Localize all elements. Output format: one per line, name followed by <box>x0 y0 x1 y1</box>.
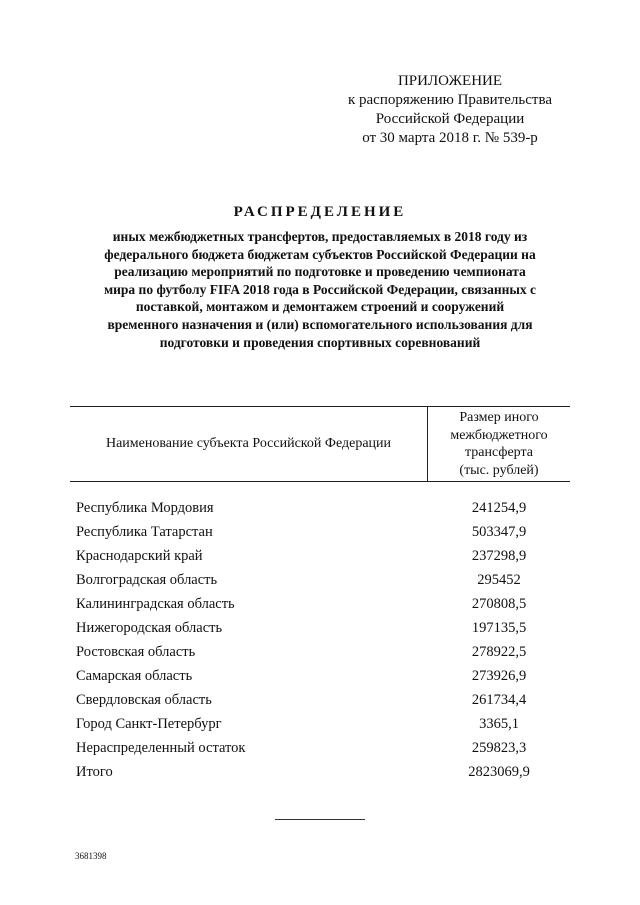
appendix-line-3: от 30 марта 2018 г. № 539-р <box>362 130 538 146</box>
row-subject: Нижегородская область <box>76 619 223 636</box>
header-subject-name: Наименование субъекта Российской Федерации <box>105 436 392 451</box>
table-row <box>70 640 570 664</box>
table-row-total <box>70 760 570 784</box>
table-row <box>70 592 570 616</box>
row-amount: 278922,5 <box>471 643 527 660</box>
row-subject: Волгоградская область <box>76 571 218 588</box>
header-transfer-amount <box>428 407 570 481</box>
document-subtitle <box>60 228 580 351</box>
header-value-line: межбюджетного <box>450 427 548 443</box>
subtitle-line: реализацию мероприятий по подготовке и проведению чемпионата <box>114 264 526 280</box>
row-amount: 261734,4 <box>471 691 527 708</box>
table-header <box>70 406 570 482</box>
row-subject: Краснодарский край <box>76 547 203 564</box>
appendix-line-2: Российской Федерации <box>375 111 525 127</box>
row-subject: Город Санкт-Петербург <box>76 715 222 732</box>
row-subject: Нераспределенный остаток <box>76 739 246 756</box>
row-amount: 273926,9 <box>471 667 527 684</box>
header-value-line: (тыс. рублей) <box>459 462 539 478</box>
subtitle-line: временного назначения и (или) вспомогательного использования для <box>107 316 533 332</box>
row-subject: Республика Татарстан <box>76 523 213 540</box>
row-subject: Итого <box>76 763 113 780</box>
document-title: РАСПРЕДЕЛЕНИЕ <box>233 204 407 220</box>
row-amount: 503347,9 <box>471 523 527 540</box>
table-row <box>70 736 570 760</box>
row-subject: Ростовская область <box>76 643 196 660</box>
row-amount: 237298,9 <box>471 547 527 564</box>
end-of-document-divider <box>275 819 365 820</box>
row-amount: 3365,1 <box>479 715 519 732</box>
row-subject: Самарская область <box>76 667 193 684</box>
header-value-line: Размер иного <box>459 410 539 425</box>
table-body <box>70 496 570 784</box>
row-subject: Республика Мордовия <box>76 499 214 516</box>
subtitle-line: мира по футболу FIFA 2018 года в Российской Федерации, связанных с <box>103 281 537 297</box>
row-subject: Калининградская область <box>76 595 235 612</box>
subtitle-line: поставкой, монтажом и демонтажем строений и сооружений <box>135 299 505 315</box>
distribution-table <box>70 406 570 784</box>
row-amount: 2823069,9 <box>468 763 530 780</box>
table-row <box>70 520 570 544</box>
row-amount: 197135,5 <box>471 619 527 636</box>
table-row <box>70 568 570 592</box>
table-row <box>70 712 570 736</box>
appendix-line-1: к распоряжению Правительства <box>347 92 552 108</box>
table-row <box>70 664 570 688</box>
row-amount: 259823,3 <box>471 739 527 756</box>
table-row <box>70 688 570 712</box>
subtitle-line: иных межбюджетных трансфертов, предоставляемых в 2018 году из <box>112 229 528 244</box>
table-row <box>70 544 570 568</box>
row-amount: 270808,5 <box>471 595 527 612</box>
document-code: 3681398 <box>75 851 107 861</box>
row-subject: Свердловская область <box>76 691 212 708</box>
table-row <box>70 496 570 520</box>
header-value-line: трансферта <box>465 445 533 460</box>
appendix-title: ПРИЛОЖЕНИЕ <box>397 73 503 89</box>
appendix-block <box>300 72 600 148</box>
row-amount: 295452 <box>477 571 521 588</box>
table-row <box>70 616 570 640</box>
subtitle-line: федерального бюджета бюджетам субъектов Российской Федерации на <box>104 246 536 262</box>
row-amount: 241254,9 <box>471 499 527 516</box>
subtitle-line: подготовки и проведения спортивных соревнований <box>159 334 481 350</box>
